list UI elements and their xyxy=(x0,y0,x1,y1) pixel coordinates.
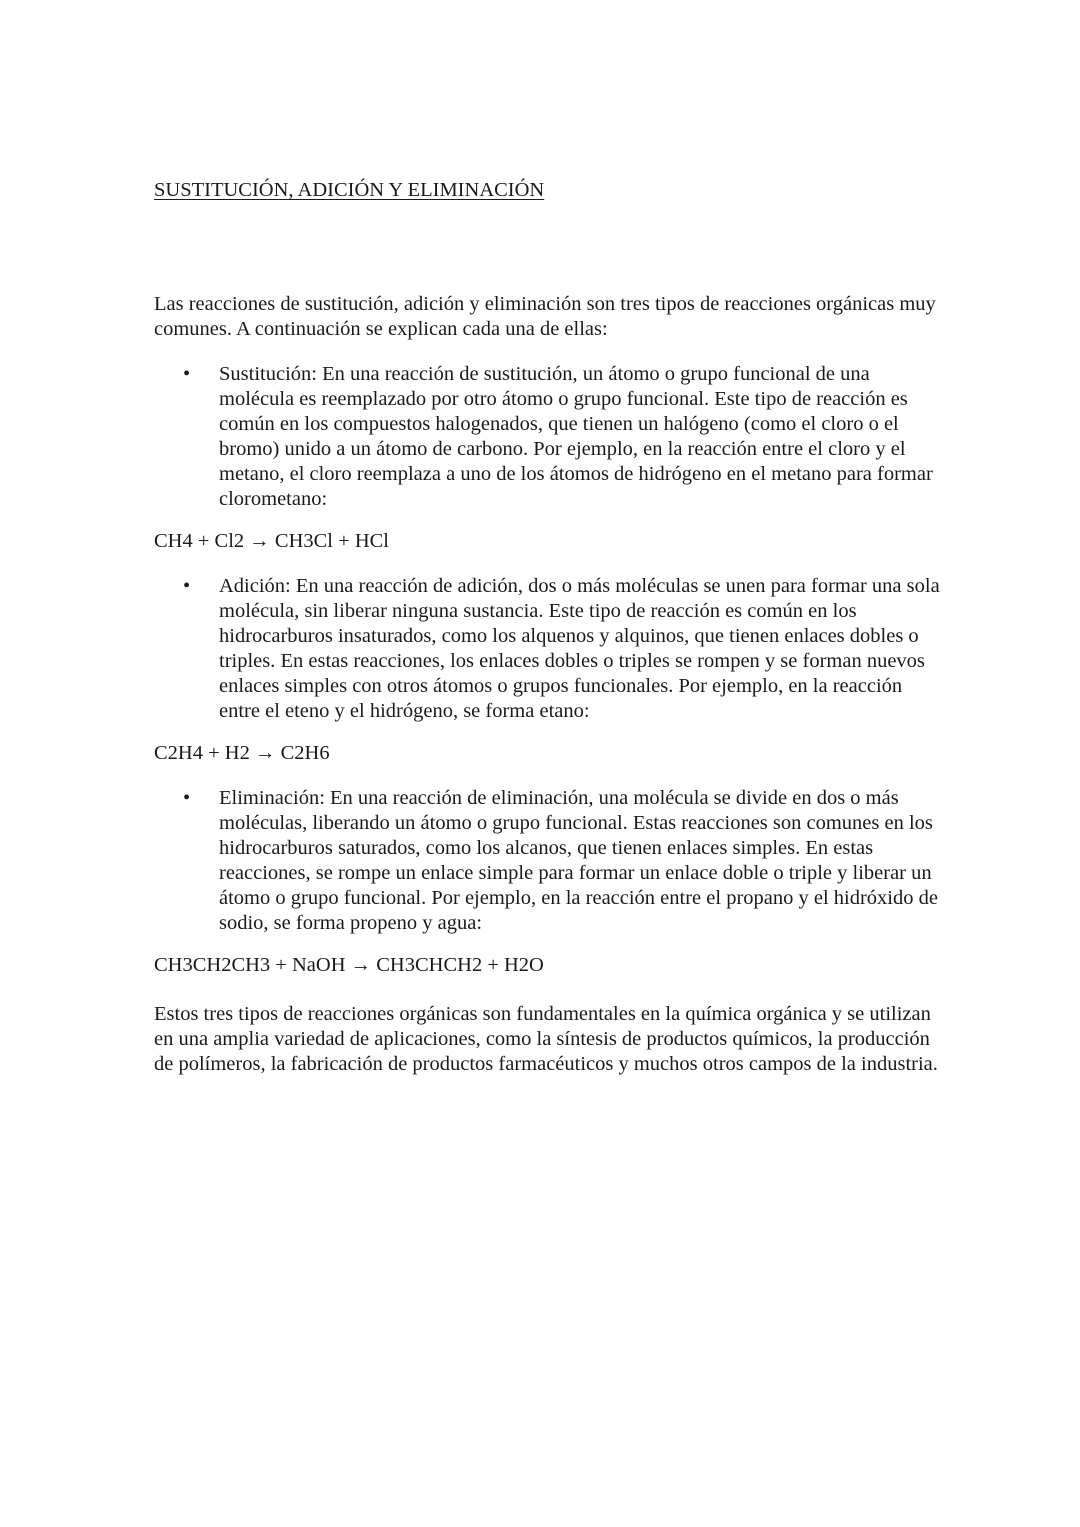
bullet-list-substitution xyxy=(154,362,944,512)
bullet-icon: • xyxy=(183,787,191,809)
bullet-text: Eliminación: En una reacción de eliminación, una molécula se divide en dos o más moléculas, liberando un átomo o grupo funcional. Estas reacciones son comunes en los hidrocarburos saturados, como los alcanos, que tienen enlaces simples. En estas reacciones, se rompe un enlace simple para formar un enlace doble o triple y liberar un átomo o grupo funcional. Por ejemplo, en la reacción entre el propano y el hidróxido de sodio, se forma propeno y agua: xyxy=(219,787,938,934)
equation-addition: C2H4 + H2 → C2H6 xyxy=(154,742,330,764)
intro-paragraph: Las reacciones de sustitución, adición y eliminación son tres tipos de reacciones orgánicas muy comunes. A continuación se explican cada una de ellas: xyxy=(154,293,936,340)
equation-elimination: CH3CH2CH3 + NaOH → CH3CHCH2 + H2O xyxy=(154,954,544,976)
bullet-item-addition xyxy=(154,574,944,724)
equation-substitution: CH4 + Cl2 → CH3Cl + HCl xyxy=(154,530,389,552)
bullet-icon: • xyxy=(183,575,191,597)
bullet-item-elimination xyxy=(154,786,944,936)
bullet-item-substitution xyxy=(154,362,944,512)
bullet-list-addition xyxy=(154,574,944,724)
bullet-text: Adición: En una reacción de adición, dos o más moléculas se unen para formar una sola molécula, sin liberar ninguna sustancia. Este tipo de reacción es común en los hidrocarburos insaturados, como los alquenos y alquinos, que tienen enlaces dobles o triples. En estas reacciones, los enlaces dobles o triples se rompen y se forman nuevos enlaces simples con otros átomos o grupos funcionales. Por ejemplo, en la reacción entre el eteno y el hidrógeno, se forma etano: xyxy=(219,575,940,722)
bullet-list-elimination xyxy=(154,786,944,936)
document-title: SUSTITUCIÓN, ADICIÓN Y ELIMINACIÓN xyxy=(154,179,545,201)
bullet-icon: • xyxy=(183,363,191,385)
document-page xyxy=(154,176,944,1077)
bullet-text: Sustitución: En una reacción de sustitución, un átomo o grupo funcional de una molécula es reemplazado por otro átomo o grupo funcional. Este tipo de reacción es común en los compuestos halogenados, que tienen un halógeno (como el cloro o el bromo) unido a un átomo de carbono. Por ejemplo, en la reacción entre el cloro y el metano, el cloro reemplaza a uno de los átomos de hidrógeno en el metano para formar clorometano: xyxy=(219,363,933,510)
closing-paragraph: Estos tres tipos de reacciones orgánicas son fundamentales en la química orgánica y se utilizan en una amplia variedad de aplicaciones, como la síntesis de productos químicos, la producción de polímeros, la fabricación de productos farmacéuticos y muchos otros campos de la industria. xyxy=(154,1003,938,1075)
